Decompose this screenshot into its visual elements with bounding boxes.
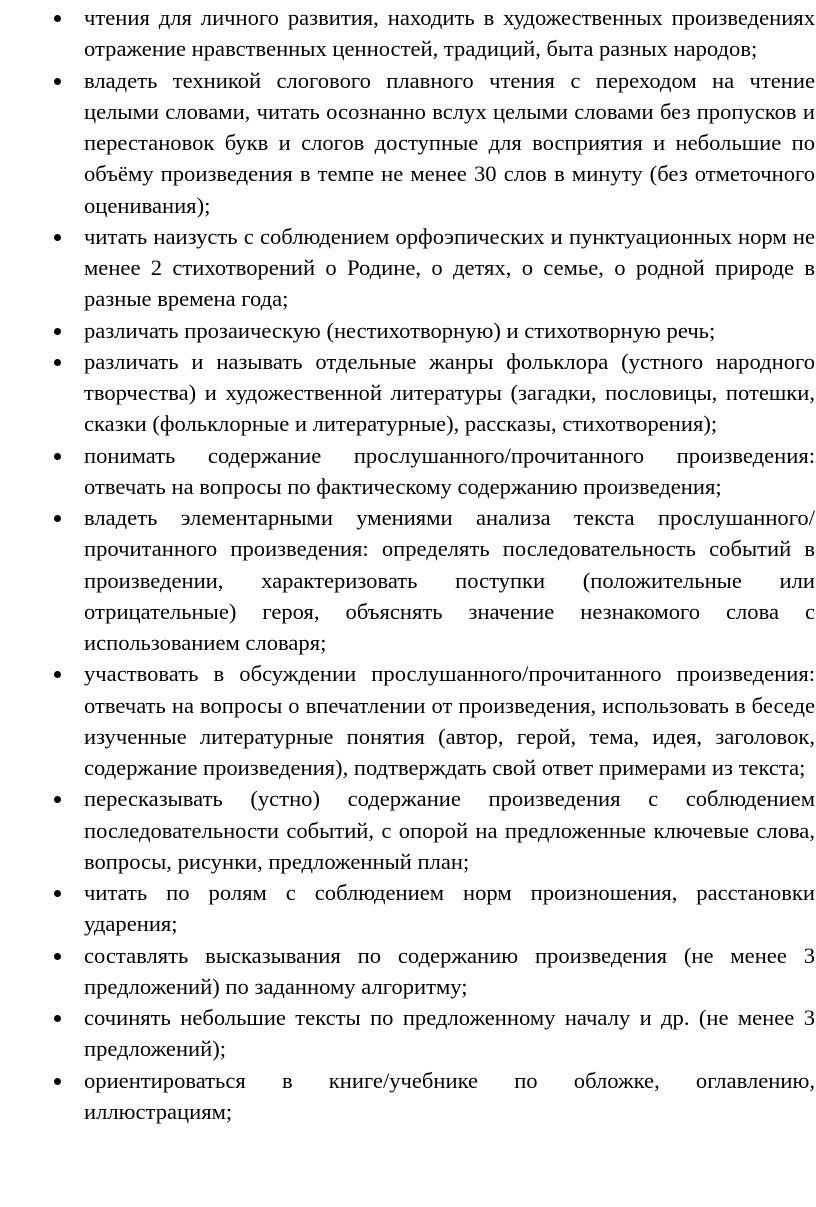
bullet-icon: [54, 453, 61, 460]
list-item-text: составлять высказывания по содержанию произведения (не менее 3 предложений) по заданному алгоритму;: [84, 942, 815, 999]
bullet-icon: [54, 15, 61, 22]
bullet-icon: [54, 78, 61, 85]
list-item: [84, 440, 815, 503]
bullet-icon: [54, 1015, 61, 1022]
list-item-text: понимать содержание прослушанного/прочитанного произведения: отвечать на вопросы по фактическому содержанию произведения;: [84, 442, 815, 499]
list-item: [84, 783, 815, 877]
bullet-list: [84, 2, 815, 1127]
list-item: [84, 1065, 815, 1128]
list-item: [84, 502, 815, 658]
list-item: [84, 65, 815, 221]
list-item: [84, 940, 815, 1003]
list-item-text: различать прозаическую (нестихотворную) и стихотворную речь;: [84, 317, 716, 343]
list-item-text: пересказывать (устно) содержание произведения с соблюдением последовательности событий, с опорой на предложенные ключевые слова, вопросы, рисунки, предложенный план;: [84, 786, 815, 874]
bullet-icon: [54, 890, 61, 897]
list-item-text: участвовать в обсуждении прослушанного/прочитанного произведения: отвечать на вопросы о впечатлении от произведения, использовать в беседе изученные литературные понятия (автор, герой, тема, идея, заголовок, содержание произведения), подтверждать свой ответ примерами из текста;: [84, 661, 815, 780]
bullet-icon: [54, 234, 61, 241]
list-item-text: чтения для личного развития, находить в художественных произведениях отражение нравственных ценностей, традиций, быта разных народов;: [84, 5, 815, 62]
list-item-text: ориентироваться в книге/учебнике по обложке, оглавлению, иллюстрациям;: [84, 1067, 815, 1124]
list-item-text: читать наизусть с соблюдением орфоэпических и пунктуационных норм не менее 2 стихотворений о Родине, о детях, о семье, о родной природе в разные времена года;: [84, 223, 815, 312]
bullet-icon: [54, 1078, 61, 1085]
bullet-icon: [54, 328, 61, 335]
bullet-icon: [54, 359, 61, 366]
list-item: [84, 346, 815, 440]
list-item: [84, 877, 815, 940]
list-item: [84, 2, 815, 65]
list-item: [84, 1002, 815, 1065]
list-item-text: владеть техникой слогового плавного чтения с переходом на чтение целыми словами, читать осознанно вслух целыми словами без пропусков и перестановок букв и слогов доступные для восприятия и небольшие по объёму произведения в темпе не менее 30 слов в минуту (без отметочного оценивания);: [84, 67, 815, 218]
bullet-icon: [54, 671, 61, 678]
bullet-icon: [54, 515, 61, 522]
list-item: [84, 221, 815, 315]
list-item: [84, 658, 815, 783]
list-item: [84, 315, 815, 346]
bullet-icon: [54, 953, 61, 960]
list-item-text: различать и называть отдельные жанры фольклора (устного народного творчества) и художественной литературы (загадки, пословицы, потешки, сказки (фольклорные и литературные), рассказы, стихотворения);: [84, 348, 815, 437]
bullet-icon: [54, 796, 61, 803]
list-item-text: читать по ролям с соблюдением норм произношения, расстановки ударения;: [84, 880, 815, 937]
list-item-text: сочинять небольшие тексты по предложенному началу и др. (не менее 3 предложений);: [84, 1005, 815, 1062]
list-item-text: владеть элементарными умениями анализа текста прослушанного/прочитанного произведения: определять последовательность событий в произведении, характеризовать поступки (положительные или отрицательные) героя, объяснять значение незнакомого слова с использованием словаря;: [84, 505, 815, 655]
